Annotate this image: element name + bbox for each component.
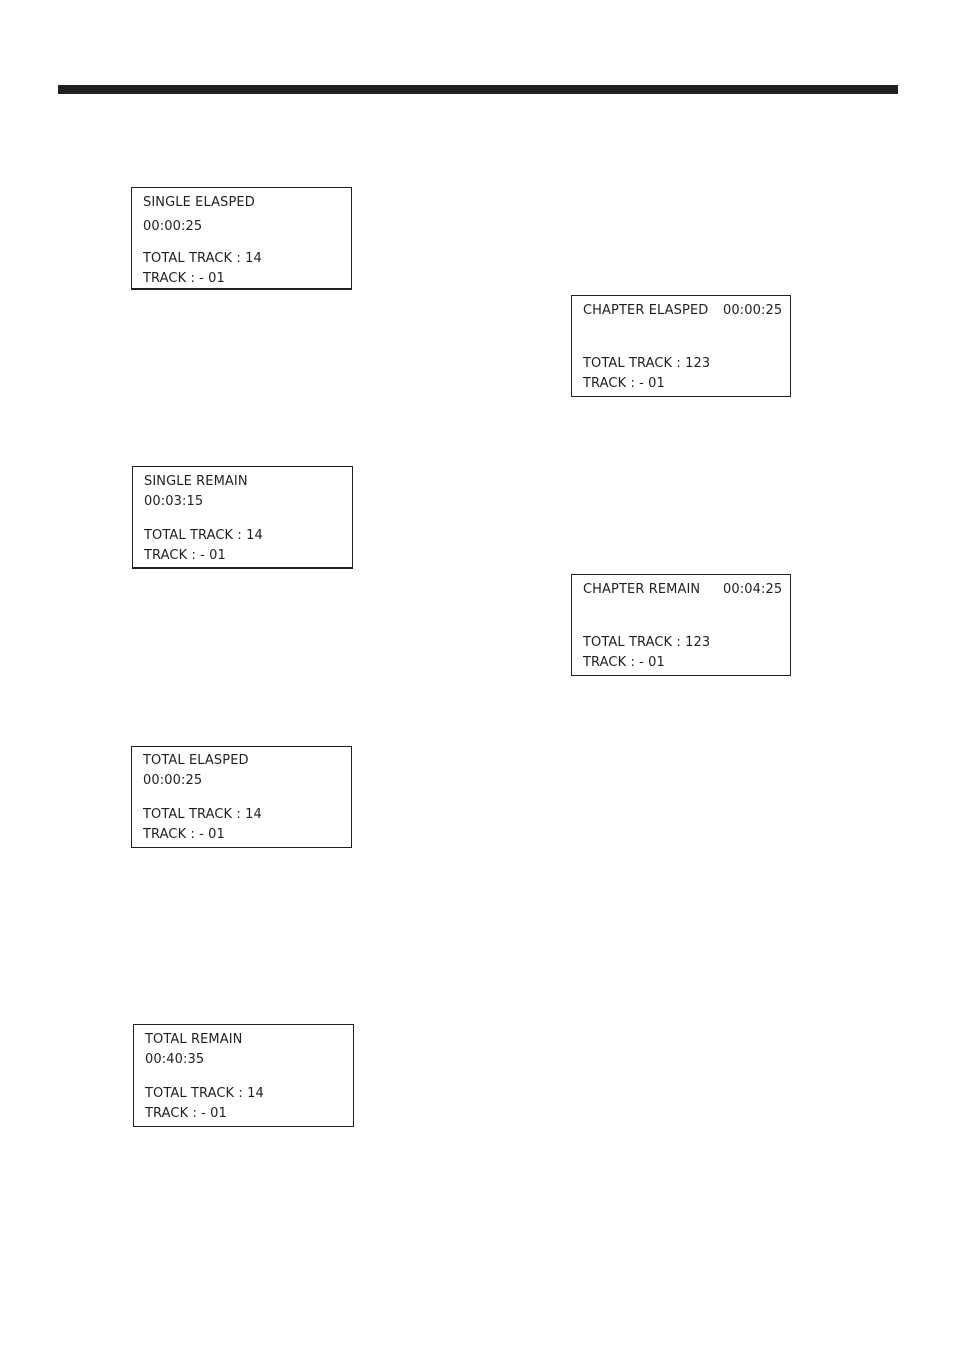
osd-time-readout: 00:00:25 bbox=[143, 219, 203, 234]
osd-total-track: TOTAL TRACK : 14 bbox=[143, 807, 262, 822]
osd-track: TRACK : - 01 bbox=[143, 827, 225, 842]
osd-track: TRACK : - 01 bbox=[145, 1106, 227, 1121]
osd-mode-label: CHAPTER ELASPED bbox=[583, 303, 709, 318]
osd-time-readout: 00:04:25 bbox=[723, 582, 783, 597]
osd-single-remain bbox=[132, 466, 353, 569]
osd-time-readout: 00:40:35 bbox=[145, 1052, 205, 1067]
osd-chapter-remain bbox=[571, 574, 791, 676]
osd-track: TRACK : - 01 bbox=[583, 376, 665, 391]
osd-mode-label: TOTAL REMAIN bbox=[145, 1032, 243, 1047]
osd-mode-label: CHAPTER REMAIN bbox=[583, 582, 701, 597]
osd-single-elapsed bbox=[131, 187, 352, 290]
osd-total-track: TOTAL TRACK : 14 bbox=[144, 528, 263, 543]
osd-mode-label: SINGLE REMAIN bbox=[144, 474, 248, 489]
osd-track: TRACK : - 01 bbox=[583, 655, 665, 670]
header-rule bbox=[58, 85, 898, 94]
osd-time-readout: 00:00:25 bbox=[723, 303, 783, 318]
osd-track: TRACK : - 01 bbox=[144, 548, 226, 563]
osd-total-track: TOTAL TRACK : 14 bbox=[143, 251, 262, 266]
osd-track: TRACK : - 01 bbox=[143, 271, 225, 286]
osd-time-readout: 00:00:25 bbox=[143, 773, 203, 788]
osd-total-elapsed bbox=[131, 746, 352, 848]
osd-total-track: TOTAL TRACK : 14 bbox=[145, 1086, 264, 1101]
osd-chapter-elapsed bbox=[571, 295, 791, 397]
osd-mode-label: SINGLE ELASPED bbox=[143, 195, 255, 210]
osd-total-track: TOTAL TRACK : 123 bbox=[583, 356, 711, 371]
osd-total-remain bbox=[133, 1024, 354, 1127]
osd-total-track: TOTAL TRACK : 123 bbox=[583, 635, 711, 650]
osd-time-readout: 00:03:15 bbox=[144, 494, 204, 509]
osd-mode-label: TOTAL ELASPED bbox=[143, 753, 249, 768]
